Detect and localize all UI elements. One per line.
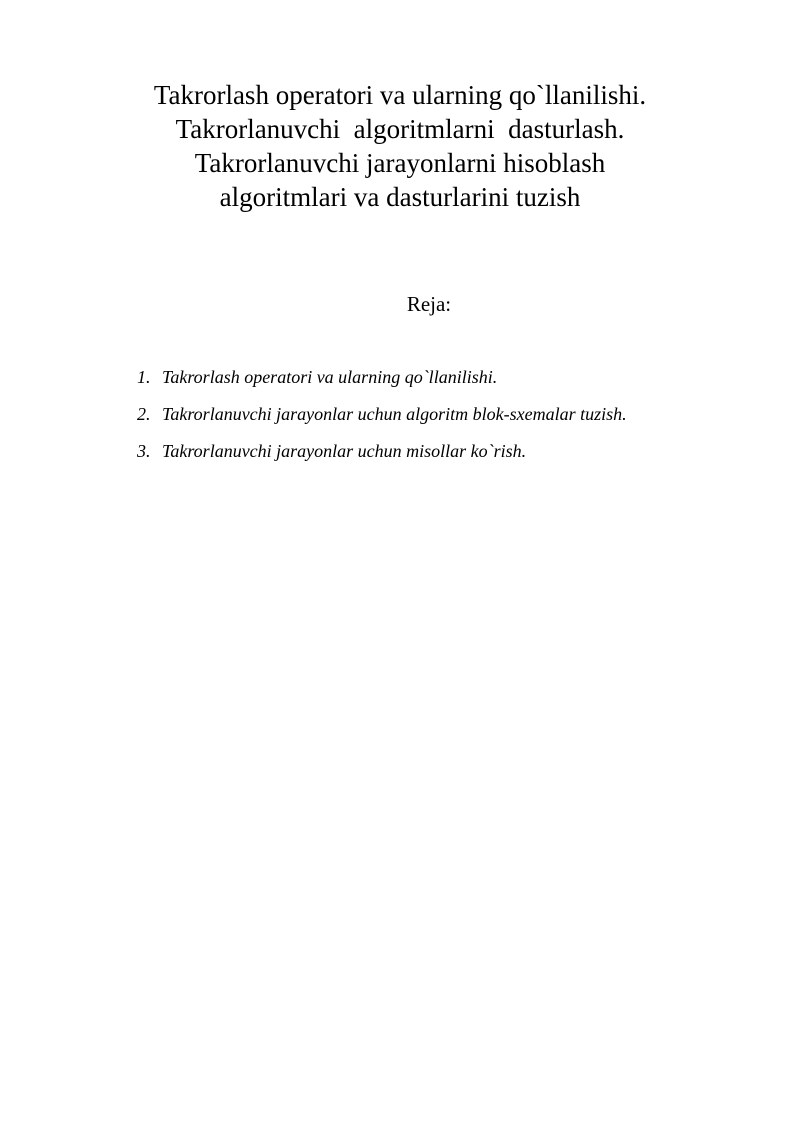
list-item	[137, 438, 627, 475]
list-item	[137, 401, 627, 438]
title-line-3: Takrorlanuvchi jarayonlarni hisoblash	[194, 148, 606, 178]
list-item-number: 3.	[137, 441, 151, 461]
list-item	[137, 364, 627, 401]
plan-list	[137, 364, 627, 475]
title-line-1: Takrorlash operatori va ularning qo`llanilishi.	[153, 80, 647, 110]
list-item-number: 1.	[137, 367, 151, 387]
plan-heading: Reja:	[406, 292, 452, 316]
list-item-text: Takrorlanuvchi jarayonlar uchun algoritm blok-sxemalar tuzish.	[162, 404, 627, 424]
list-item-text: Takrorlanuvchi jarayonlar uchun misollar ko`rish.	[162, 441, 527, 461]
document-title	[60, 78, 740, 214]
title-line-4: algoritmlari va dasturlarini tuzish	[219, 182, 581, 212]
list-item-number: 2.	[137, 404, 151, 424]
list-item-text: Takrorlash operatori va ularning qo`llanilishi.	[162, 367, 498, 387]
title-line-2: Takrorlanuvchi algoritmlarni dasturlash.	[175, 114, 625, 144]
